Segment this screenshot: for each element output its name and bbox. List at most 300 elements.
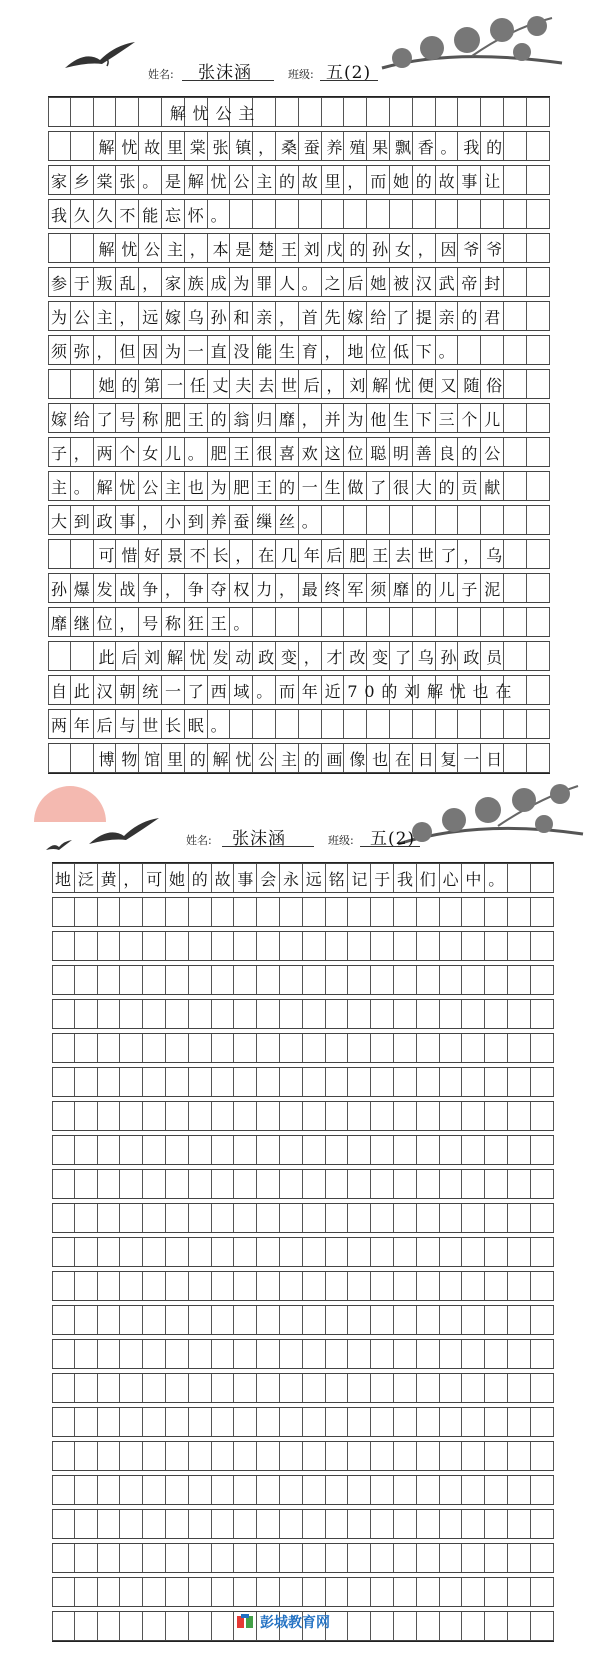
- grid-cell: [417, 1136, 440, 1164]
- grid-cell: [326, 1442, 349, 1470]
- grid-cell: [212, 1034, 235, 1062]
- grid-cell: [189, 1442, 212, 1470]
- grid-cell: [280, 1102, 303, 1130]
- grid-cell: [166, 1544, 189, 1572]
- grid-cell: [440, 1510, 463, 1538]
- grid-cell: [344, 608, 367, 636]
- grid-cell: [348, 966, 371, 994]
- grid-cell: [326, 1510, 349, 1538]
- grid-cell: [52, 1306, 75, 1334]
- class-value: 五(2): [326, 63, 372, 83]
- row-text: [52, 898, 55, 926]
- grid-cell: [527, 98, 550, 126]
- grid-cell: [212, 1612, 235, 1640]
- grid-cell: [371, 1510, 394, 1538]
- grid-cell: [257, 898, 280, 926]
- grid-cell: [504, 268, 527, 296]
- grid-cell: [257, 1510, 280, 1538]
- grid-cell: [322, 506, 345, 534]
- grid-cell: [462, 1578, 485, 1606]
- writing-grid: [48, 96, 550, 774]
- row-text: 此后刘解忧发动政变，才改变了乌孙政员: [51, 647, 509, 667]
- row-text: 我久久不能忘怀。: [51, 205, 234, 225]
- grid-cell: [257, 1374, 280, 1402]
- grid-cell: [303, 932, 326, 960]
- grid-cell: [371, 1544, 394, 1572]
- grid-cell: [527, 710, 550, 738]
- grid-cell: [257, 1000, 280, 1028]
- grid-cell: [390, 608, 413, 636]
- grid-cell: [344, 98, 367, 126]
- grid-cell: [166, 1612, 189, 1640]
- grid-cell: [326, 1578, 349, 1606]
- grid-cell: [120, 1238, 143, 1266]
- grid-cell: [462, 1170, 485, 1198]
- class-underline: [320, 80, 378, 81]
- grid-cell: [440, 898, 463, 926]
- grid-cell: [371, 1204, 394, 1232]
- grid-cell: [440, 1136, 463, 1164]
- grid-cell: [120, 1578, 143, 1606]
- grid-cell: [371, 1306, 394, 1334]
- grid-cell: [440, 1544, 463, 1572]
- grid-cell: [212, 1340, 235, 1368]
- grid-cell: [299, 98, 322, 126]
- grid-cell: [485, 1000, 508, 1028]
- grid-cell: [98, 898, 121, 926]
- grid-cell: [531, 898, 554, 926]
- grid-cell: [75, 1238, 98, 1266]
- row-text: [52, 1136, 55, 1164]
- essay-page-1: [0, 0, 600, 769]
- grid-cell: [508, 864, 531, 892]
- grid-cell: [390, 98, 413, 126]
- grid-cell: [303, 1306, 326, 1334]
- grid-cell: [527, 370, 550, 398]
- grid-cell: [326, 1102, 349, 1130]
- row-text: 子，两个女儿。肥王很喜欢这位聪明善良的公: [51, 443, 508, 463]
- grid-cell: [189, 1306, 212, 1334]
- grid-cell: [531, 966, 554, 994]
- grid-cell: [189, 1272, 212, 1300]
- grid-row: [48, 267, 550, 297]
- grid-cell: [462, 1340, 485, 1368]
- grid-cell: [52, 1170, 75, 1198]
- grid-cell: [531, 1612, 554, 1640]
- grid-cell: [462, 1442, 485, 1470]
- grid-cell: [280, 1374, 303, 1402]
- grid-cell: [394, 1306, 417, 1334]
- grid-cell: [257, 1544, 280, 1572]
- grid-cell: [280, 1408, 303, 1436]
- grid-row: [52, 1373, 554, 1403]
- class-underline: [360, 846, 420, 847]
- grid-cell: [52, 932, 75, 960]
- grid-cell: [527, 268, 550, 296]
- grid-cell: [166, 966, 189, 994]
- grid-cell: [98, 1340, 121, 1368]
- grid-cell: [481, 98, 504, 126]
- grid-cell: [299, 710, 322, 738]
- grid-cell: [257, 1238, 280, 1266]
- grid-cell: [394, 1272, 417, 1300]
- grid-cell: [280, 1510, 303, 1538]
- grid-cell: [303, 1476, 326, 1504]
- name-value: 张沫涵: [232, 829, 286, 849]
- grid-cell: [230, 710, 253, 738]
- grid-cell: [436, 506, 459, 534]
- grid-cell: [326, 1272, 349, 1300]
- grid-cell: [394, 932, 417, 960]
- grid-cell: [527, 676, 550, 704]
- grid-cell: [257, 1068, 280, 1096]
- grid-cell: [52, 1442, 75, 1470]
- grid-cell: [508, 1544, 531, 1572]
- grid-cell: [394, 898, 417, 926]
- grid-cell: [143, 1374, 166, 1402]
- grid-cell: [234, 1408, 257, 1436]
- grid-cell: [504, 200, 527, 228]
- grid-cell: [212, 1068, 235, 1096]
- grid-cell: [120, 1102, 143, 1130]
- grid-cell: [485, 1068, 508, 1096]
- grid-row: [48, 131, 550, 161]
- grid-cell: [98, 1408, 121, 1436]
- grid-cell: [485, 966, 508, 994]
- grid-cell: [367, 608, 390, 636]
- grid-cell: [417, 1272, 440, 1300]
- grid-cell: [417, 1340, 440, 1368]
- grid-cell: [257, 966, 280, 994]
- grid-cell: [52, 1510, 75, 1538]
- row-text: 自此汉朝统一了西域。而年近70的刘解忧也在: [51, 681, 519, 701]
- grid-cell: [189, 1102, 212, 1130]
- grid-cell: [417, 1544, 440, 1572]
- grid-cell: [417, 1238, 440, 1266]
- grid-cell: [75, 1510, 98, 1538]
- grid-cell: [98, 1374, 121, 1402]
- grid-cell: [531, 864, 554, 892]
- grid-row: [48, 233, 550, 263]
- grid-cell: [371, 1340, 394, 1368]
- grid-cell: [75, 1034, 98, 1062]
- grid-cell: [504, 438, 527, 466]
- grid-cell: [52, 966, 75, 994]
- grid-cell: [481, 608, 504, 636]
- grid-cell: [257, 1578, 280, 1606]
- grid-cell: [52, 1476, 75, 1504]
- grid-cell: [462, 1102, 485, 1130]
- grid-cell: [234, 1510, 257, 1538]
- grid-cell: [143, 932, 166, 960]
- grid-cell: [257, 1170, 280, 1198]
- grid-cell: [120, 1544, 143, 1572]
- grid-cell: [257, 1340, 280, 1368]
- grid-cell: [143, 1578, 166, 1606]
- grid-cell: [504, 98, 527, 126]
- grid-row: [48, 539, 550, 569]
- grid-cell: [458, 608, 481, 636]
- grid-cell: [367, 200, 390, 228]
- grid-cell: [440, 1170, 463, 1198]
- grid-cell: [98, 1102, 121, 1130]
- grid-cell: [326, 1476, 349, 1504]
- grid-row: [52, 931, 554, 961]
- grid-cell: [212, 1476, 235, 1504]
- grid-row: [52, 1203, 554, 1233]
- grid-cell: [348, 1408, 371, 1436]
- grid-cell: [394, 1510, 417, 1538]
- grid-row: [52, 1441, 554, 1471]
- book-logo-icon: [236, 1613, 254, 1631]
- grid-cell: [212, 932, 235, 960]
- grid-cell: [322, 200, 345, 228]
- grid-cell: [98, 1136, 121, 1164]
- grid-cell: [394, 1136, 417, 1164]
- row-text: [52, 1510, 55, 1538]
- grid-cell: [212, 1136, 235, 1164]
- grid-cell: [485, 1544, 508, 1572]
- grid-cell: [166, 898, 189, 926]
- grid-row: [48, 709, 550, 739]
- grid-cell: [189, 1000, 212, 1028]
- grid-cell: [440, 1000, 463, 1028]
- grid-cell: [234, 1272, 257, 1300]
- row-text: 嫁给了号称肥王的翁归靡，并为他生下三个儿: [51, 409, 508, 429]
- pine-tree-icon: [388, 774, 588, 864]
- grid-cell: [166, 1340, 189, 1368]
- grid-cell: [234, 1340, 257, 1368]
- grid-cell: [394, 1170, 417, 1198]
- grid-cell: [348, 1476, 371, 1504]
- grid-cell: [280, 1204, 303, 1232]
- grid-cell: [417, 1170, 440, 1198]
- grid-row: [48, 743, 550, 773]
- grid-cell: [276, 710, 299, 738]
- grid-cell: [212, 1238, 235, 1266]
- grid-cell: [394, 1544, 417, 1572]
- grid-cell: [462, 1306, 485, 1334]
- grid-cell: [440, 1068, 463, 1096]
- grid-cell: [390, 506, 413, 534]
- grid-cell: [504, 336, 527, 364]
- grid-cell: [440, 1408, 463, 1436]
- grid-cell: [189, 1340, 212, 1368]
- grid-cell: [189, 1204, 212, 1232]
- grid-row: [48, 369, 550, 399]
- row-text: [52, 1068, 55, 1096]
- grid-row: [52, 965, 554, 995]
- grid-cell: [98, 1510, 121, 1538]
- row-text: 解忧公主: [51, 103, 262, 123]
- grid-cell: [166, 1238, 189, 1266]
- grid-cell: [462, 1272, 485, 1300]
- grid-cell: [371, 966, 394, 994]
- grid-cell: [212, 1408, 235, 1436]
- grid-cell: [189, 1544, 212, 1572]
- grid-row: [52, 1339, 554, 1369]
- grid-cell: [120, 1306, 143, 1334]
- grid-cell: [189, 1136, 212, 1164]
- grid-cell: [322, 608, 345, 636]
- grid-cell: [417, 898, 440, 926]
- grid-cell: [98, 1034, 121, 1062]
- grid-cell: [531, 1442, 554, 1470]
- grid-cell: [481, 200, 504, 228]
- grid-cell: [326, 1544, 349, 1572]
- grid-cell: [371, 898, 394, 926]
- grid-cell: [527, 608, 550, 636]
- grid-cell: [485, 1238, 508, 1266]
- grid-cell: [189, 1408, 212, 1436]
- grid-cell: [371, 1408, 394, 1436]
- grid-cell: [417, 966, 440, 994]
- row-text: 两年后与世长眠。: [51, 715, 234, 735]
- grid-cell: [481, 506, 504, 534]
- row-text: 可惜好景不长，在几年后肥王去世了，乌: [51, 545, 509, 565]
- grid-cell: [52, 1612, 75, 1640]
- grid-cell: [348, 1102, 371, 1130]
- grid-cell: [143, 1136, 166, 1164]
- grid-cell: [52, 1340, 75, 1368]
- grid-cell: [276, 98, 299, 126]
- grid-cell: [234, 1578, 257, 1606]
- grid-cell: [166, 1204, 189, 1232]
- grid-cell: [508, 1000, 531, 1028]
- grid-cell: [527, 472, 550, 500]
- grid-cell: [303, 1136, 326, 1164]
- grid-cell: [348, 1204, 371, 1232]
- grid-cell: [485, 1034, 508, 1062]
- grid-cell: [531, 1000, 554, 1028]
- grid-cell: [120, 898, 143, 926]
- grid-row: [48, 675, 550, 705]
- grid-cell: [527, 540, 550, 568]
- grid-cell: [212, 898, 235, 926]
- grid-cell: [367, 98, 390, 126]
- grid-cell: [440, 1340, 463, 1368]
- grid-row: [52, 1135, 554, 1165]
- grid-cell: [462, 1510, 485, 1538]
- grid-cell: [212, 1306, 235, 1334]
- grid-cell: [531, 1340, 554, 1368]
- grid-cell: [52, 898, 75, 926]
- grid-cell: [166, 1510, 189, 1538]
- grid-cell: [508, 966, 531, 994]
- grid-cell: [440, 1272, 463, 1300]
- grid-cell: [458, 98, 481, 126]
- grid-cell: [98, 1068, 121, 1096]
- grid-cell: [120, 1612, 143, 1640]
- grid-cell: [280, 1000, 303, 1028]
- grid-cell: [508, 1034, 531, 1062]
- grid-cell: [326, 1136, 349, 1164]
- grid-cell: [413, 98, 436, 126]
- row-text: 博物馆里的解忧公主的画像也在日复一日: [51, 749, 509, 769]
- grid-cell: [234, 1238, 257, 1266]
- grid-cell: [348, 1238, 371, 1266]
- grid-cell: [212, 1170, 235, 1198]
- grid-cell: [75, 1340, 98, 1368]
- row-text: [52, 1238, 55, 1266]
- grid-cell: [98, 1442, 121, 1470]
- grid-cell: [440, 1306, 463, 1334]
- row-text: [52, 1476, 55, 1504]
- grid-cell: [322, 710, 345, 738]
- grid-cell: [485, 1408, 508, 1436]
- row-text: [52, 1442, 55, 1470]
- grid-cell: [166, 1374, 189, 1402]
- grid-cell: [234, 1102, 257, 1130]
- grid-cell: [75, 898, 98, 926]
- grid-cell: [120, 1442, 143, 1470]
- grid-cell: [390, 710, 413, 738]
- grid-cell: [348, 1544, 371, 1572]
- grid-cell: [303, 1068, 326, 1096]
- class-label: 班级:: [328, 834, 354, 847]
- grid-cell: [326, 1000, 349, 1028]
- grid-cell: [98, 1272, 121, 1300]
- grid-cell: [143, 1000, 166, 1028]
- grid-cell: [394, 966, 417, 994]
- grid-cell: [531, 1238, 554, 1266]
- grid-cell: [303, 898, 326, 926]
- grid-cell: [371, 1068, 394, 1096]
- grid-cell: [508, 1272, 531, 1300]
- name-label: 姓名:: [186, 834, 212, 847]
- grid-cell: [371, 932, 394, 960]
- grid-cell: [371, 1170, 394, 1198]
- essay-page-2: [0, 780, 600, 1600]
- grid-cell: [462, 1238, 485, 1266]
- grid-row: [52, 1033, 554, 1063]
- grid-cell: [166, 932, 189, 960]
- grid-cell: [508, 1170, 531, 1198]
- grid-cell: [417, 1578, 440, 1606]
- grid-cell: [75, 1170, 98, 1198]
- grid-cell: [166, 1578, 189, 1606]
- grid-cell: [257, 1272, 280, 1300]
- grid-cell: [413, 608, 436, 636]
- grid-cell: [371, 1238, 394, 1266]
- grid-cell: [120, 1034, 143, 1062]
- grid-cell: [280, 1034, 303, 1062]
- grid-row: [48, 437, 550, 467]
- grid-cell: [394, 1000, 417, 1028]
- grid-cell: [508, 1612, 531, 1640]
- grid-cell: [52, 1102, 75, 1130]
- grid-cell: [98, 1000, 121, 1028]
- grid-row: [52, 863, 554, 893]
- name-underline: [182, 80, 274, 81]
- grid-cell: [75, 1374, 98, 1402]
- grid-cell: [417, 1612, 440, 1640]
- grid-cell: [166, 1102, 189, 1130]
- grid-cell: [481, 710, 504, 738]
- grid-cell: [527, 166, 550, 194]
- grid-row: [52, 1509, 554, 1539]
- grid-cell: [280, 898, 303, 926]
- grid-cell: [394, 1476, 417, 1504]
- grid-cell: [257, 1408, 280, 1436]
- bird-icon: [60, 40, 140, 80]
- grid-cell: [508, 1204, 531, 1232]
- grid-cell: [531, 1544, 554, 1572]
- grid-cell: [508, 1238, 531, 1266]
- grid-cell: [303, 1272, 326, 1300]
- grid-cell: [371, 1102, 394, 1130]
- grid-cell: [371, 1374, 394, 1402]
